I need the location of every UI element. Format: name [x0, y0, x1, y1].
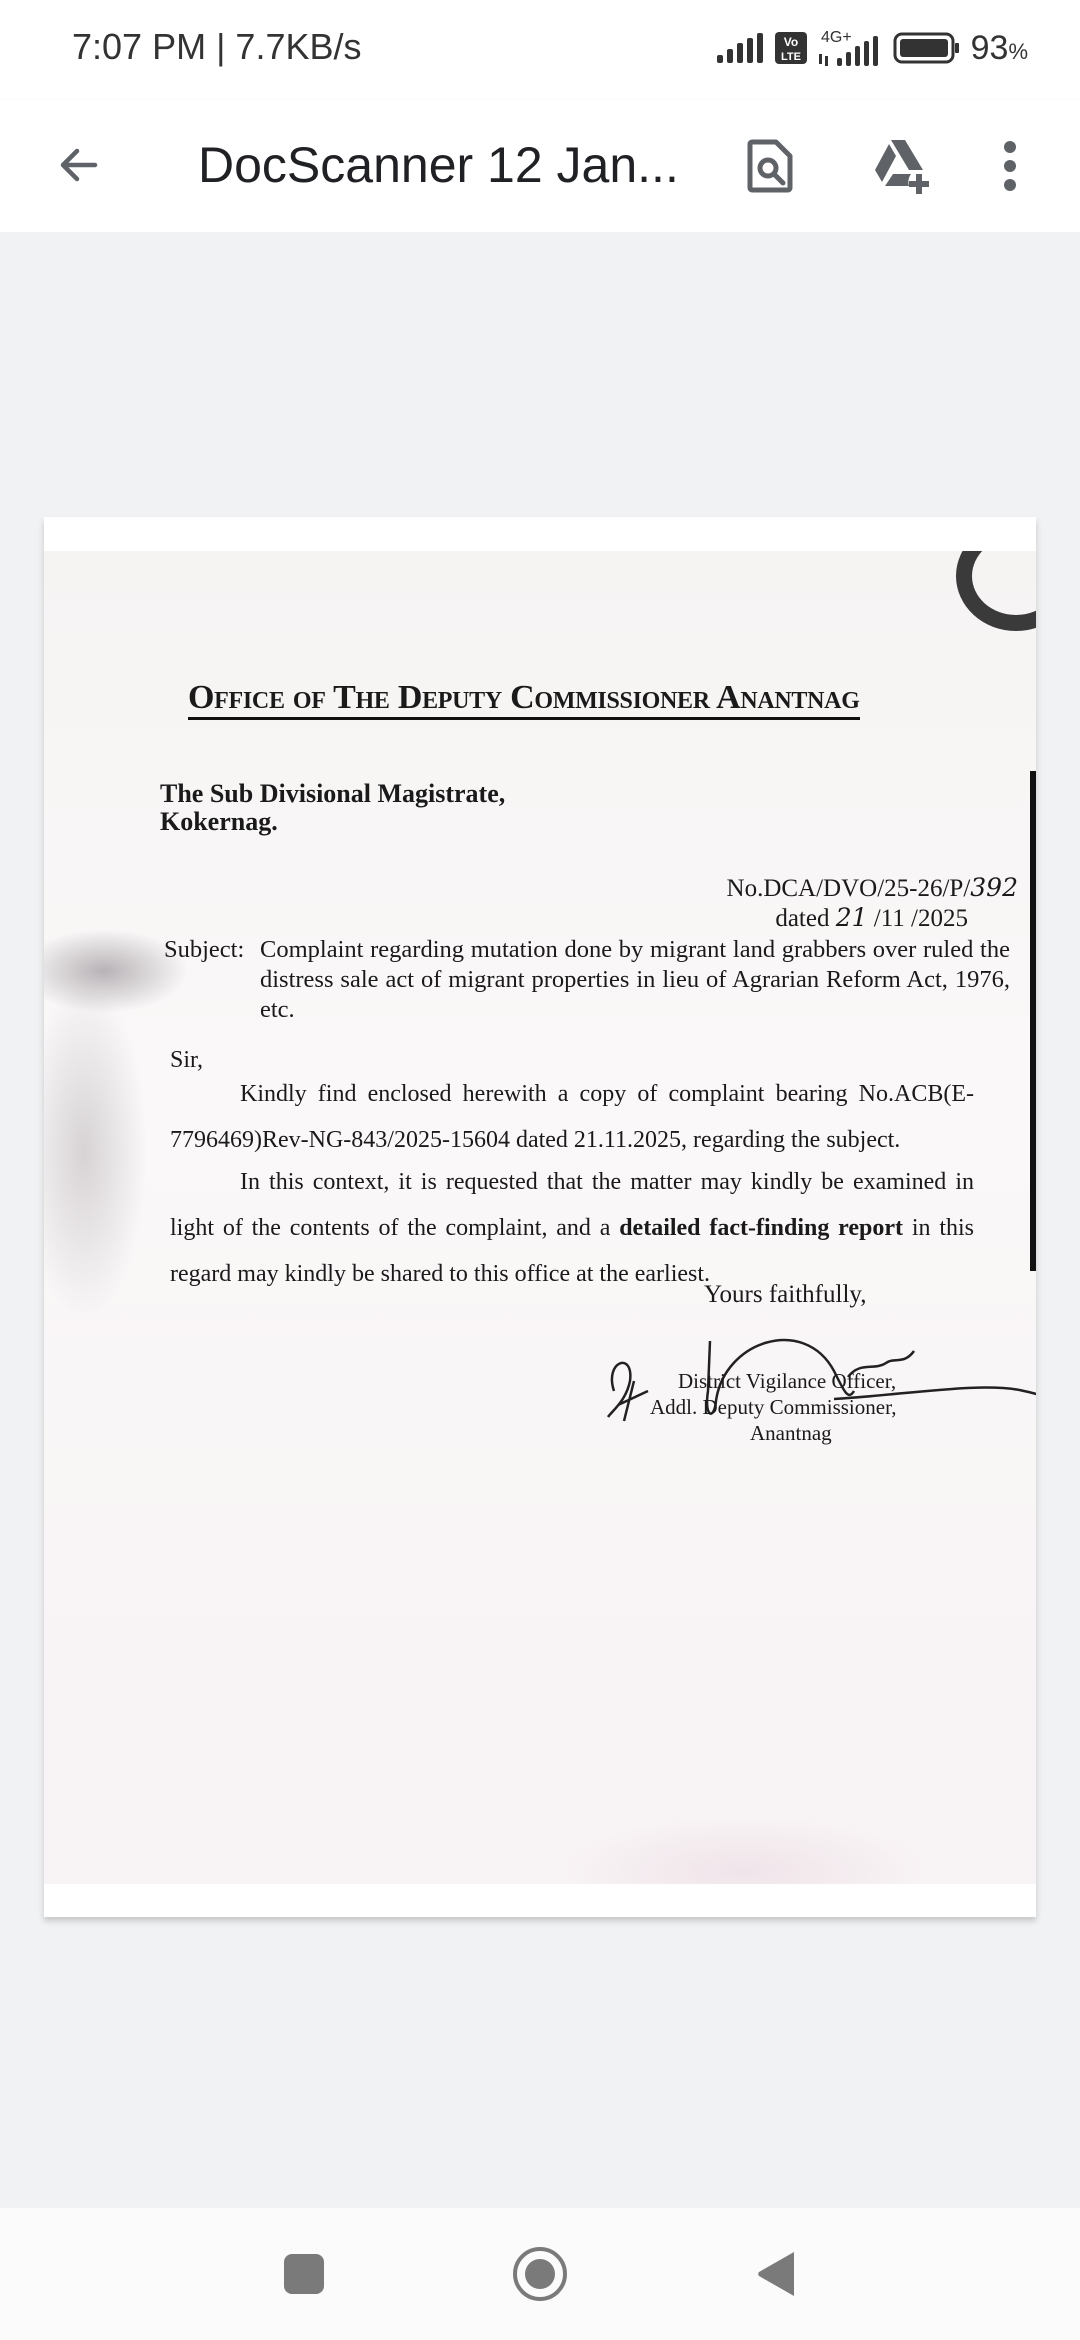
- save-to-drive-button[interactable]: [864, 128, 940, 204]
- battery-icon: [893, 32, 961, 64]
- recents-square-icon: [284, 2254, 324, 2294]
- system-nav-bar: [0, 2208, 1080, 2340]
- svg-text:4G+: 4G+: [820, 29, 852, 46]
- recipient-line-2: Kokernag.: [160, 807, 278, 836]
- dated-label: dated: [775, 905, 836, 932]
- status-time-speed: 7:07 PM | 7.7KB/s: [72, 26, 362, 67]
- drive-add-icon: [871, 138, 933, 194]
- subject-block: [164, 935, 1010, 1023]
- scan-edge-shadow: [1030, 771, 1036, 1271]
- back-triangle-icon: [756, 2250, 796, 2298]
- document-page[interactable]: [44, 517, 1036, 1917]
- search-in-document-button[interactable]: [732, 128, 808, 204]
- salutation: Sir,: [170, 1047, 204, 1073]
- home-circle-icon: [512, 2246, 568, 2302]
- dated-month-year: /11 /2025: [867, 905, 968, 932]
- back-button[interactable]: [44, 130, 114, 200]
- battery-percent-unit: %: [1008, 38, 1028, 64]
- back-arrow-icon: [55, 141, 103, 189]
- back-nav-button[interactable]: [740, 2238, 812, 2310]
- signatory-line-2: Addl. Deputy Commissioner,: [650, 1395, 897, 1419]
- body-paragraph-2: [170, 1159, 974, 1297]
- para2-bold-text: detailed fact-finding report: [619, 1215, 904, 1241]
- letterhead-heading: Office of The Deputy Commissioner Anantnag: [188, 679, 860, 720]
- recents-button[interactable]: [268, 2238, 340, 2310]
- more-vert-icon: [1002, 140, 1018, 192]
- battery-percent-value: 93: [970, 28, 1009, 67]
- battery-percent: [971, 29, 1028, 68]
- signatory-line-1: District Vigilance Officer,: [678, 1369, 897, 1393]
- svg-text:LTE: LTE: [780, 51, 801, 63]
- letter-date: [775, 903, 968, 933]
- document-title: DocScanner 12 Jan...: [198, 137, 679, 193]
- status-icons: [717, 26, 1028, 70]
- reference-number: [727, 873, 1018, 903]
- recipient-line-1: The Sub Divisional Magistrate,: [160, 779, 506, 808]
- document-viewer[interactable]: [0, 232, 1080, 2208]
- reference-number-text: No.DCA/DVO/25-26/P/: [726, 875, 971, 902]
- body-paragraph-1: Kindly find enclosed herewith a copy of complaint bearing No.ACB(E-7796469)Rev-NG-843/2025-15604 dated 21.11.2025, regarding the subject.: [170, 1081, 974, 1153]
- subject-label: Subject:: [164, 936, 245, 963]
- closing: Yours faithfully,: [704, 1281, 867, 1308]
- svg-text:Vo: Vo: [783, 35, 798, 49]
- status-bar: [0, 0, 1080, 100]
- network-4g-signal-icon: [817, 28, 883, 68]
- dated-day-handwritten: 21: [835, 903, 868, 932]
- para2-text-start: In this context, it is requested that the matter may kindly be examined in light of the contents of the complaint, and a: [170, 1169, 974, 1241]
- emblem-seal-fragment: [956, 551, 1036, 631]
- signal-icon: [717, 33, 765, 63]
- search-document-icon: [746, 138, 794, 194]
- home-button[interactable]: [504, 2238, 576, 2310]
- scanned-letter: [44, 551, 1036, 1884]
- reference-number-handwritten: 392: [970, 873, 1018, 902]
- signatory-line-3: Anantnag: [750, 1421, 832, 1445]
- more-options-button[interactable]: [980, 128, 1040, 204]
- para2-text-end: in this regard may kindly be shared to this office at the earliest.: [170, 1215, 974, 1287]
- volte-icon: [775, 32, 807, 64]
- subject-text: Complaint regarding mutation done by migrant land grabbers over ruled the distress sale act of migrant properties in lieu of Agrarian Reform Act, 1976, etc.: [260, 936, 1010, 1023]
- app-bar: [0, 100, 1080, 232]
